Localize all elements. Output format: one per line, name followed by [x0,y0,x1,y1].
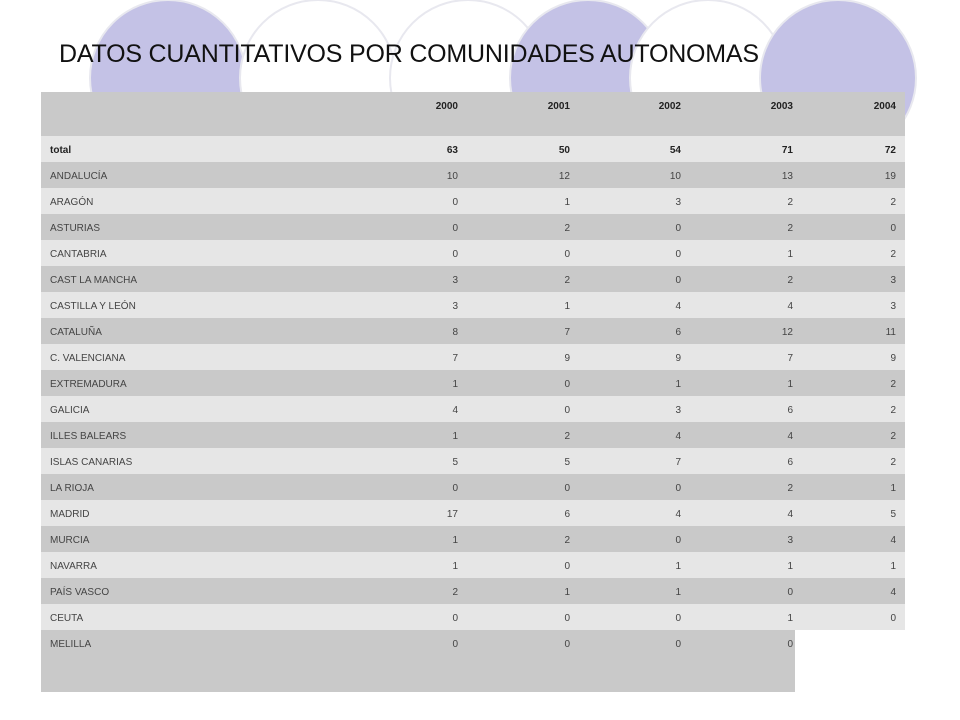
row-label: CAST LA MANCHA [50,275,138,286]
table-cell: 1 [452,431,458,442]
table-row [41,318,905,344]
table-row [41,370,905,396]
table-cell: 4 [675,301,681,312]
header-cell: 2003 [770,101,793,112]
table-cell: 0 [452,223,458,234]
table-cell: 0 [452,613,458,624]
table-cell: 4 [890,535,896,546]
table-cell: 4 [675,431,681,442]
table-row [41,136,905,162]
table-row [41,266,905,292]
table-cell: 1 [787,613,793,624]
table-cell: 12 [781,327,793,338]
table-cell: 1 [675,561,681,572]
table-cell: 1 [890,483,896,494]
table-cell: 6 [675,327,681,338]
table-row [41,240,905,266]
table-cell: 3 [890,301,896,312]
table-cell: 6 [787,457,793,468]
table-cell: 1 [564,197,570,208]
table-cell: 0 [787,639,793,650]
table-cell: 2 [890,431,896,442]
table-cell: 1 [675,379,681,390]
row-label: ILLES BALEARS [50,431,127,442]
table-row [41,188,905,214]
table-cell: 1 [452,535,458,546]
table-cell: 1 [787,561,793,572]
table-cell: 7 [564,327,570,338]
table-cell: 0 [564,379,570,390]
table-cell: 5 [890,509,896,520]
table-cell: 1 [890,561,896,572]
table-cell: 3 [890,275,896,286]
table-row [41,604,905,630]
table-row [41,448,905,474]
table-cell: 0 [890,613,896,624]
table-cell: 6 [787,405,793,416]
table-cell: 1 [564,587,570,598]
table-cell: 2 [890,405,896,416]
table-cell: 3 [452,301,458,312]
row-label: CEUTA [50,613,84,624]
table-cell: 0 [890,223,896,234]
table-cell: 0 [564,639,570,650]
table-row [41,500,905,526]
header-cell: 2000 [435,101,458,112]
table-row [41,344,905,370]
table-cell: 9 [890,353,896,364]
table-cell: 9 [675,353,681,364]
table-cell: 10 [669,171,681,182]
table-cell: 1 [787,249,793,260]
table-cell: 17 [446,509,458,520]
table-row [41,526,905,552]
row-label: ANDALUCÍA [50,171,108,182]
row-label: ARAGÓN [50,197,94,208]
row-label: MURCIA [50,535,90,546]
table-cell: 2 [890,249,896,260]
table-cell: 0 [675,535,681,546]
row-label: GALICIA [50,405,90,416]
table-cell: 0 [452,249,458,260]
table-header-row [41,92,905,136]
row-label: ASTURIAS [50,223,101,234]
table-cell: 0 [675,249,681,260]
table-cell: 1 [452,561,458,572]
table-cell: 8 [452,327,458,338]
table-cell: 0 [675,483,681,494]
row-label: CANTABRIA [50,249,107,260]
table-cell: 6 [564,509,570,520]
table-cell: 13 [781,171,793,182]
table-cell: 0 [564,483,570,494]
table-row [41,552,905,578]
table-row [41,162,905,188]
row-label: CATALUÑA [50,327,102,338]
table-cell: 63 [446,145,458,156]
table-cell: 4 [787,301,793,312]
table-cell: 0 [564,561,570,572]
table-cell: 0 [452,197,458,208]
table-row [41,396,905,422]
table-cell: 11 [885,327,896,338]
row-label: EXTREMADURA [50,379,127,390]
table-cell: 2 [890,197,896,208]
table-cell: 7 [787,353,793,364]
table-cell: 0 [452,483,458,494]
table-cell: 5 [564,457,570,468]
page-title: DATOS CUANTITATIVOS POR COMUNIDADES AUTONOMAS [59,40,759,68]
table-cell: 0 [675,639,681,650]
table-cell: 10 [446,171,458,182]
row-label: MADRID [50,509,90,520]
table-cell: 12 [558,171,570,182]
row-label: total [50,145,72,156]
table-cell: 2 [787,483,793,494]
table-cell: 7 [452,353,458,364]
table-cell: 0 [675,275,681,286]
table-cell: 72 [884,145,896,156]
row-label: C. VALENCIANA [50,353,126,364]
table-cell: 0 [452,639,458,650]
table-cell: 19 [884,171,896,182]
table-cell: 3 [787,535,793,546]
table-cell: 0 [675,223,681,234]
table-cell: 2 [564,535,570,546]
table-cell: 2 [890,379,896,390]
table-row [41,578,905,604]
data-table [41,92,905,692]
table-cell: 3 [675,197,681,208]
table-cell: 2 [452,587,458,598]
table-cell: 1 [675,587,681,598]
table-cell: 2 [787,223,793,234]
table-cell: 1 [787,379,793,390]
table-cell: 2 [890,457,896,468]
table-cell: 2 [564,431,570,442]
row-label: PAÍS VASCO [50,587,110,598]
table-cell: 4 [890,587,896,598]
table-cell: 2 [787,275,793,286]
table-cell: 0 [564,405,570,416]
table-cell: 0 [675,613,681,624]
table-cell: 3 [675,405,681,416]
table-cell: 71 [781,145,793,156]
row-label: LA RIOJA [50,483,94,494]
table-row [41,214,905,240]
table-cell: 0 [564,613,570,624]
table-cell: 3 [452,275,458,286]
table-cell: 2 [787,197,793,208]
table-cell: 5 [452,457,458,468]
table-cell: 7 [675,457,681,468]
table-cell: 0 [564,249,570,260]
row-label: ISLAS CANARIAS [50,457,133,468]
table-row [41,292,905,318]
table-row [41,630,795,692]
table-body [41,136,905,692]
table-cell: 54 [669,145,681,156]
table-cell: 1 [564,301,570,312]
table-cell: 9 [564,353,570,364]
table-cell: 4 [787,431,793,442]
header-cell: 2002 [658,101,681,112]
table-row [41,422,905,448]
table-cell: 50 [558,145,570,156]
table-cell: 1 [452,379,458,390]
table-cell: 0 [787,587,793,598]
table-cell: 2 [564,223,570,234]
table-cell: 4 [452,405,458,416]
row-label: MELILLA [50,639,92,650]
header-cell: 2001 [547,101,570,112]
header-cell: 2004 [873,101,896,112]
row-label: NAVARRA [50,561,97,572]
table-row [41,474,905,500]
table-cell: 4 [787,509,793,520]
table-cell: 4 [675,509,681,520]
row-label: CASTILLA Y LEÓN [50,301,136,312]
table-cell: 2 [564,275,570,286]
